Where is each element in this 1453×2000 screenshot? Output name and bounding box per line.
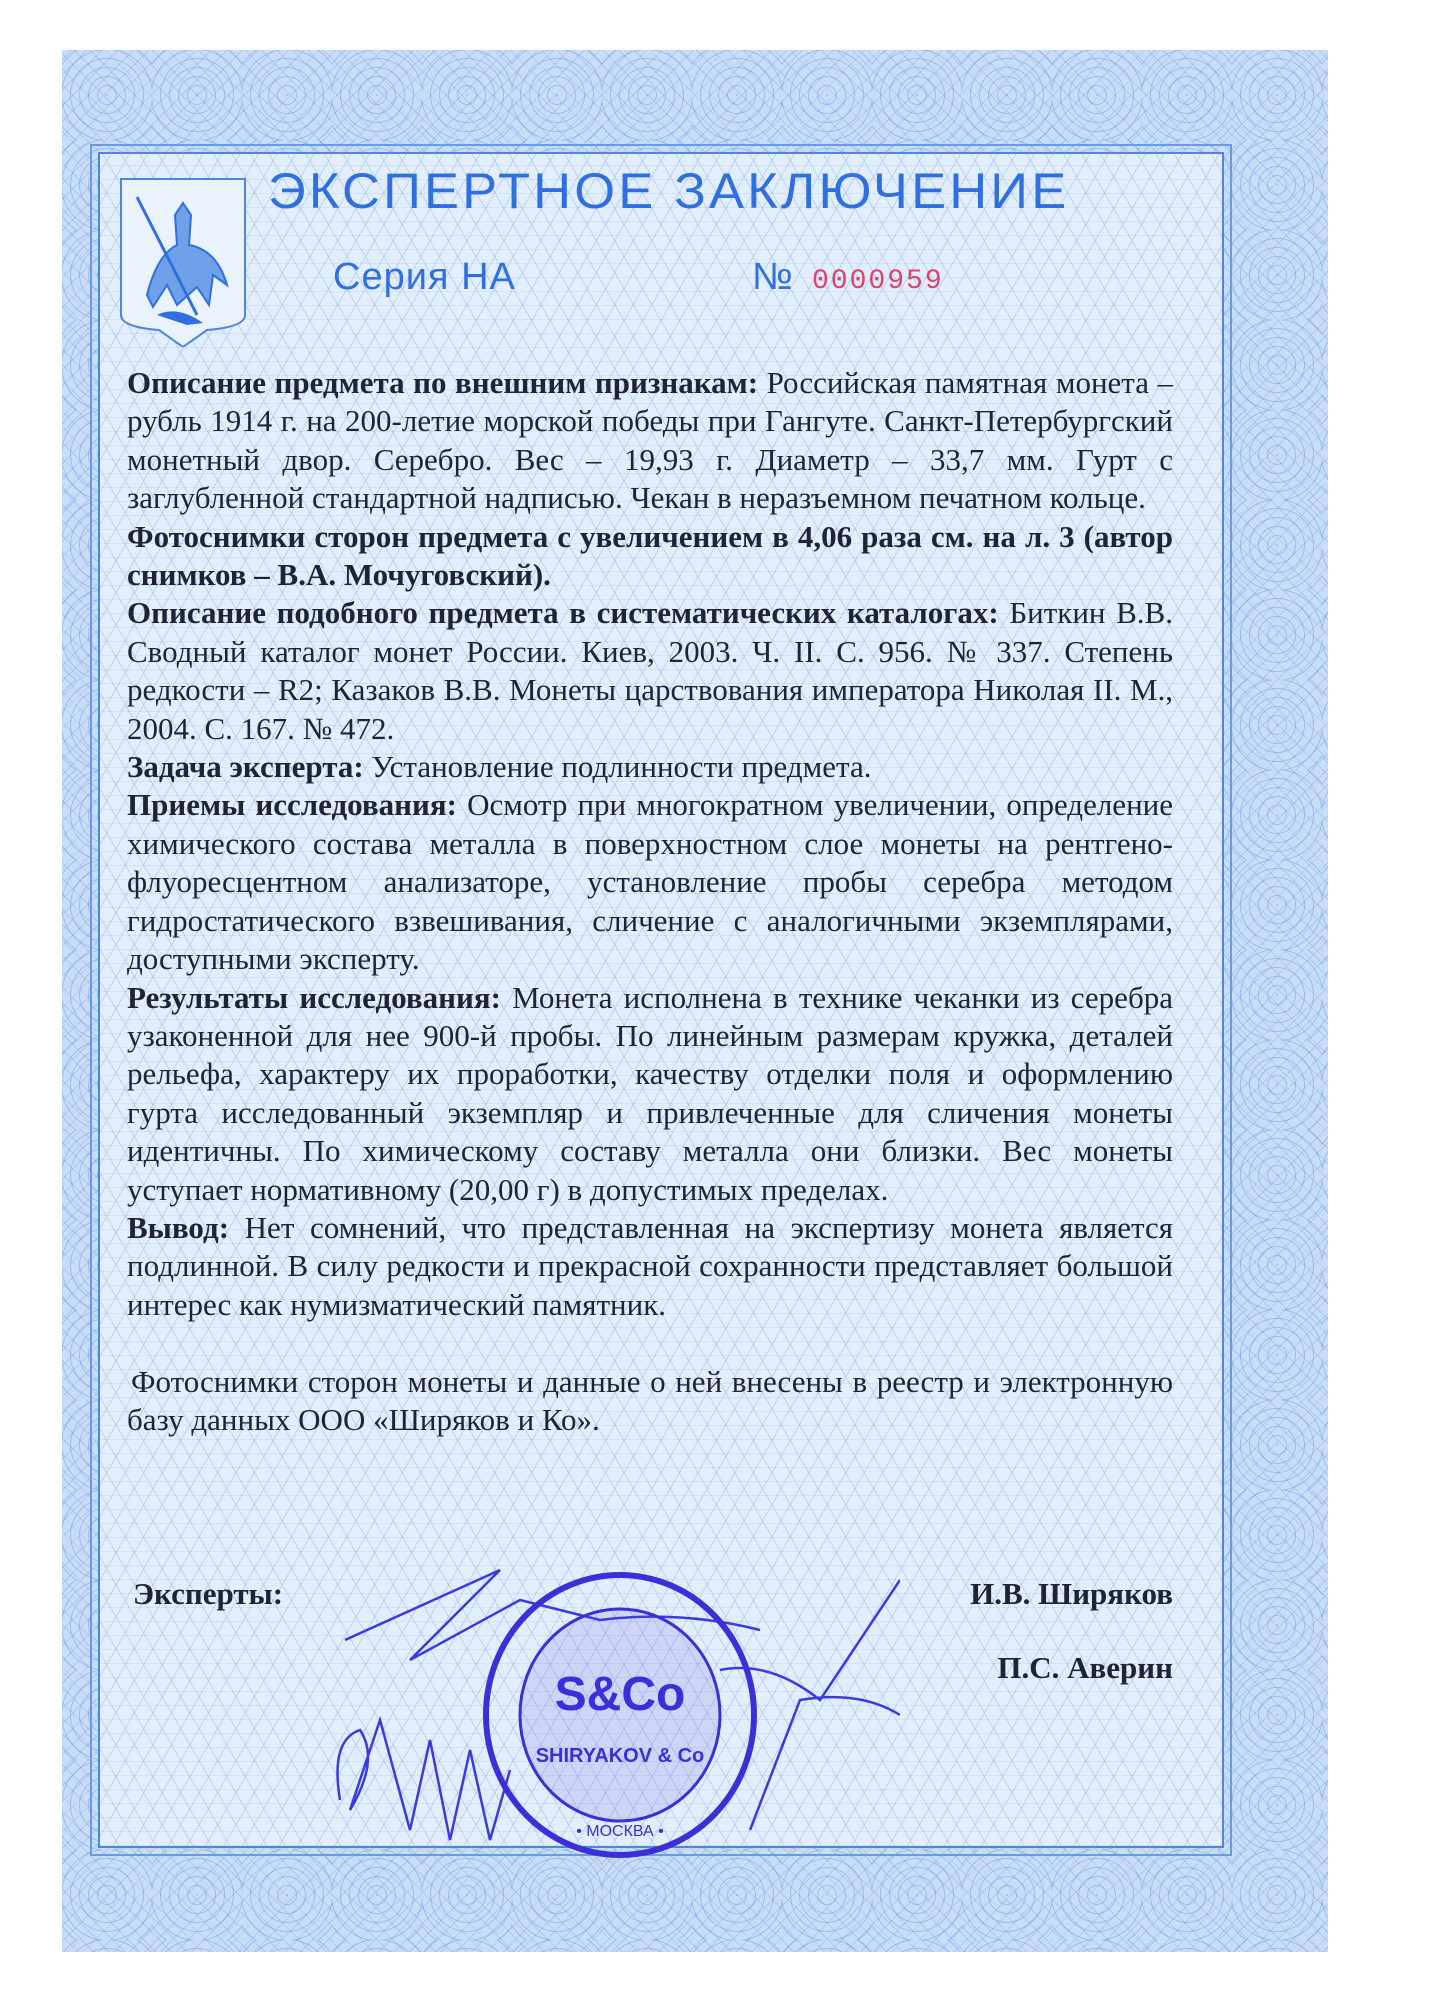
seal-and-signatures xyxy=(300,1540,900,1860)
paragraph-conclusion: Вывод: Нет сомнений, что представленная на экспертизу монета является подлинной. В силу редкости и прекрасной сохранности представляет большой интерес как нумизматический памятник. xyxy=(127,1209,1173,1322)
company-seal xyxy=(486,1575,754,1855)
number-sign: № xyxy=(752,256,793,298)
paragraph-results: Результаты исследования: Монета исполнена в технике чеканки из серебра узаконенной для нее 900-й пробы. По линейным размерам кружка, деталей рельефа, характеру их проработки, качеству отделки поля и оформлению гурта исследованный экземпляр и привлеченные для сличения монеты идентичны. По химическому составу металла они близки. Вес монеты уступает нормативному (20,00 г) в допустимых пределах. xyxy=(127,979,1173,1207)
registry-note: Фотоснимки сторон монеты и данные о ней внесены в реестр и электронную базу данных ООО «Ширяков и Ко». xyxy=(127,1363,1173,1437)
expert-name-2: П.С. Аверин xyxy=(997,1650,1173,1685)
signature-right xyxy=(720,1580,900,1830)
certificate-body xyxy=(127,364,1173,1439)
expert-name-1: И.В. Ширяков xyxy=(970,1576,1173,1611)
paragraph-methods: Приемы исследования: Осмотр при многократном увеличении, определение химического состава металла в поверхностном слое монеты на рентгено-флуоресцентном анализаторе, установление пробы серебра методом гидростатического взвешивания, сличение с аналогичными экземплярами, доступными эксперту. xyxy=(127,787,1174,977)
paragraph-catalogs: Описание подобного предмета в систематических каталогах: Биткин В.В. Сводный каталог монет России. Киев, 2003. Ч. II. С. 956. № 337. Степень редкости – R2; Казаков В.В. Монеты царствования императора Николая II. М., 2004. С. 167. № 472. xyxy=(127,595,1173,746)
svg-text:SHIRYAKOV & Co: SHIRYAKOV & Co xyxy=(535,1745,705,1767)
paragraph-description: Описание предмета по внешним признакам: Российская памятная монета – рубль 1914 г. на 200-летие морской победы при Гангуте. Санкт-Петербургский монетный двор. Серебро. Вес – 19,93 г. Диаметр – 33,7 мм. Гурт с заглубленной стандартной надписью. Чекан в неразъемном печатном кольце. xyxy=(127,365,1174,516)
svg-text:• МОСКВА •: • МОСКВА • xyxy=(576,1823,664,1840)
paragraph-task: Задача эксперта: Установление подлинности предмета. xyxy=(127,749,872,785)
moscow-coat-of-arms-icon xyxy=(117,175,249,347)
document-title: ЭКСПЕРТНОЕ ЗАКЛЮЧЕНИЕ xyxy=(268,163,1070,219)
experts-label: Эксперты: xyxy=(133,1576,284,1611)
paragraph-photos: Фотоснимки сторон предмета с увеличением в 4,06 раза см. на л. 3 (автор снимков – В.А. Мочуговский). xyxy=(127,518,1173,593)
svg-text:S&Co: S&Co xyxy=(554,1668,686,1721)
series-label: Серия НА xyxy=(333,256,516,298)
document-number: 0000959 xyxy=(812,266,944,297)
